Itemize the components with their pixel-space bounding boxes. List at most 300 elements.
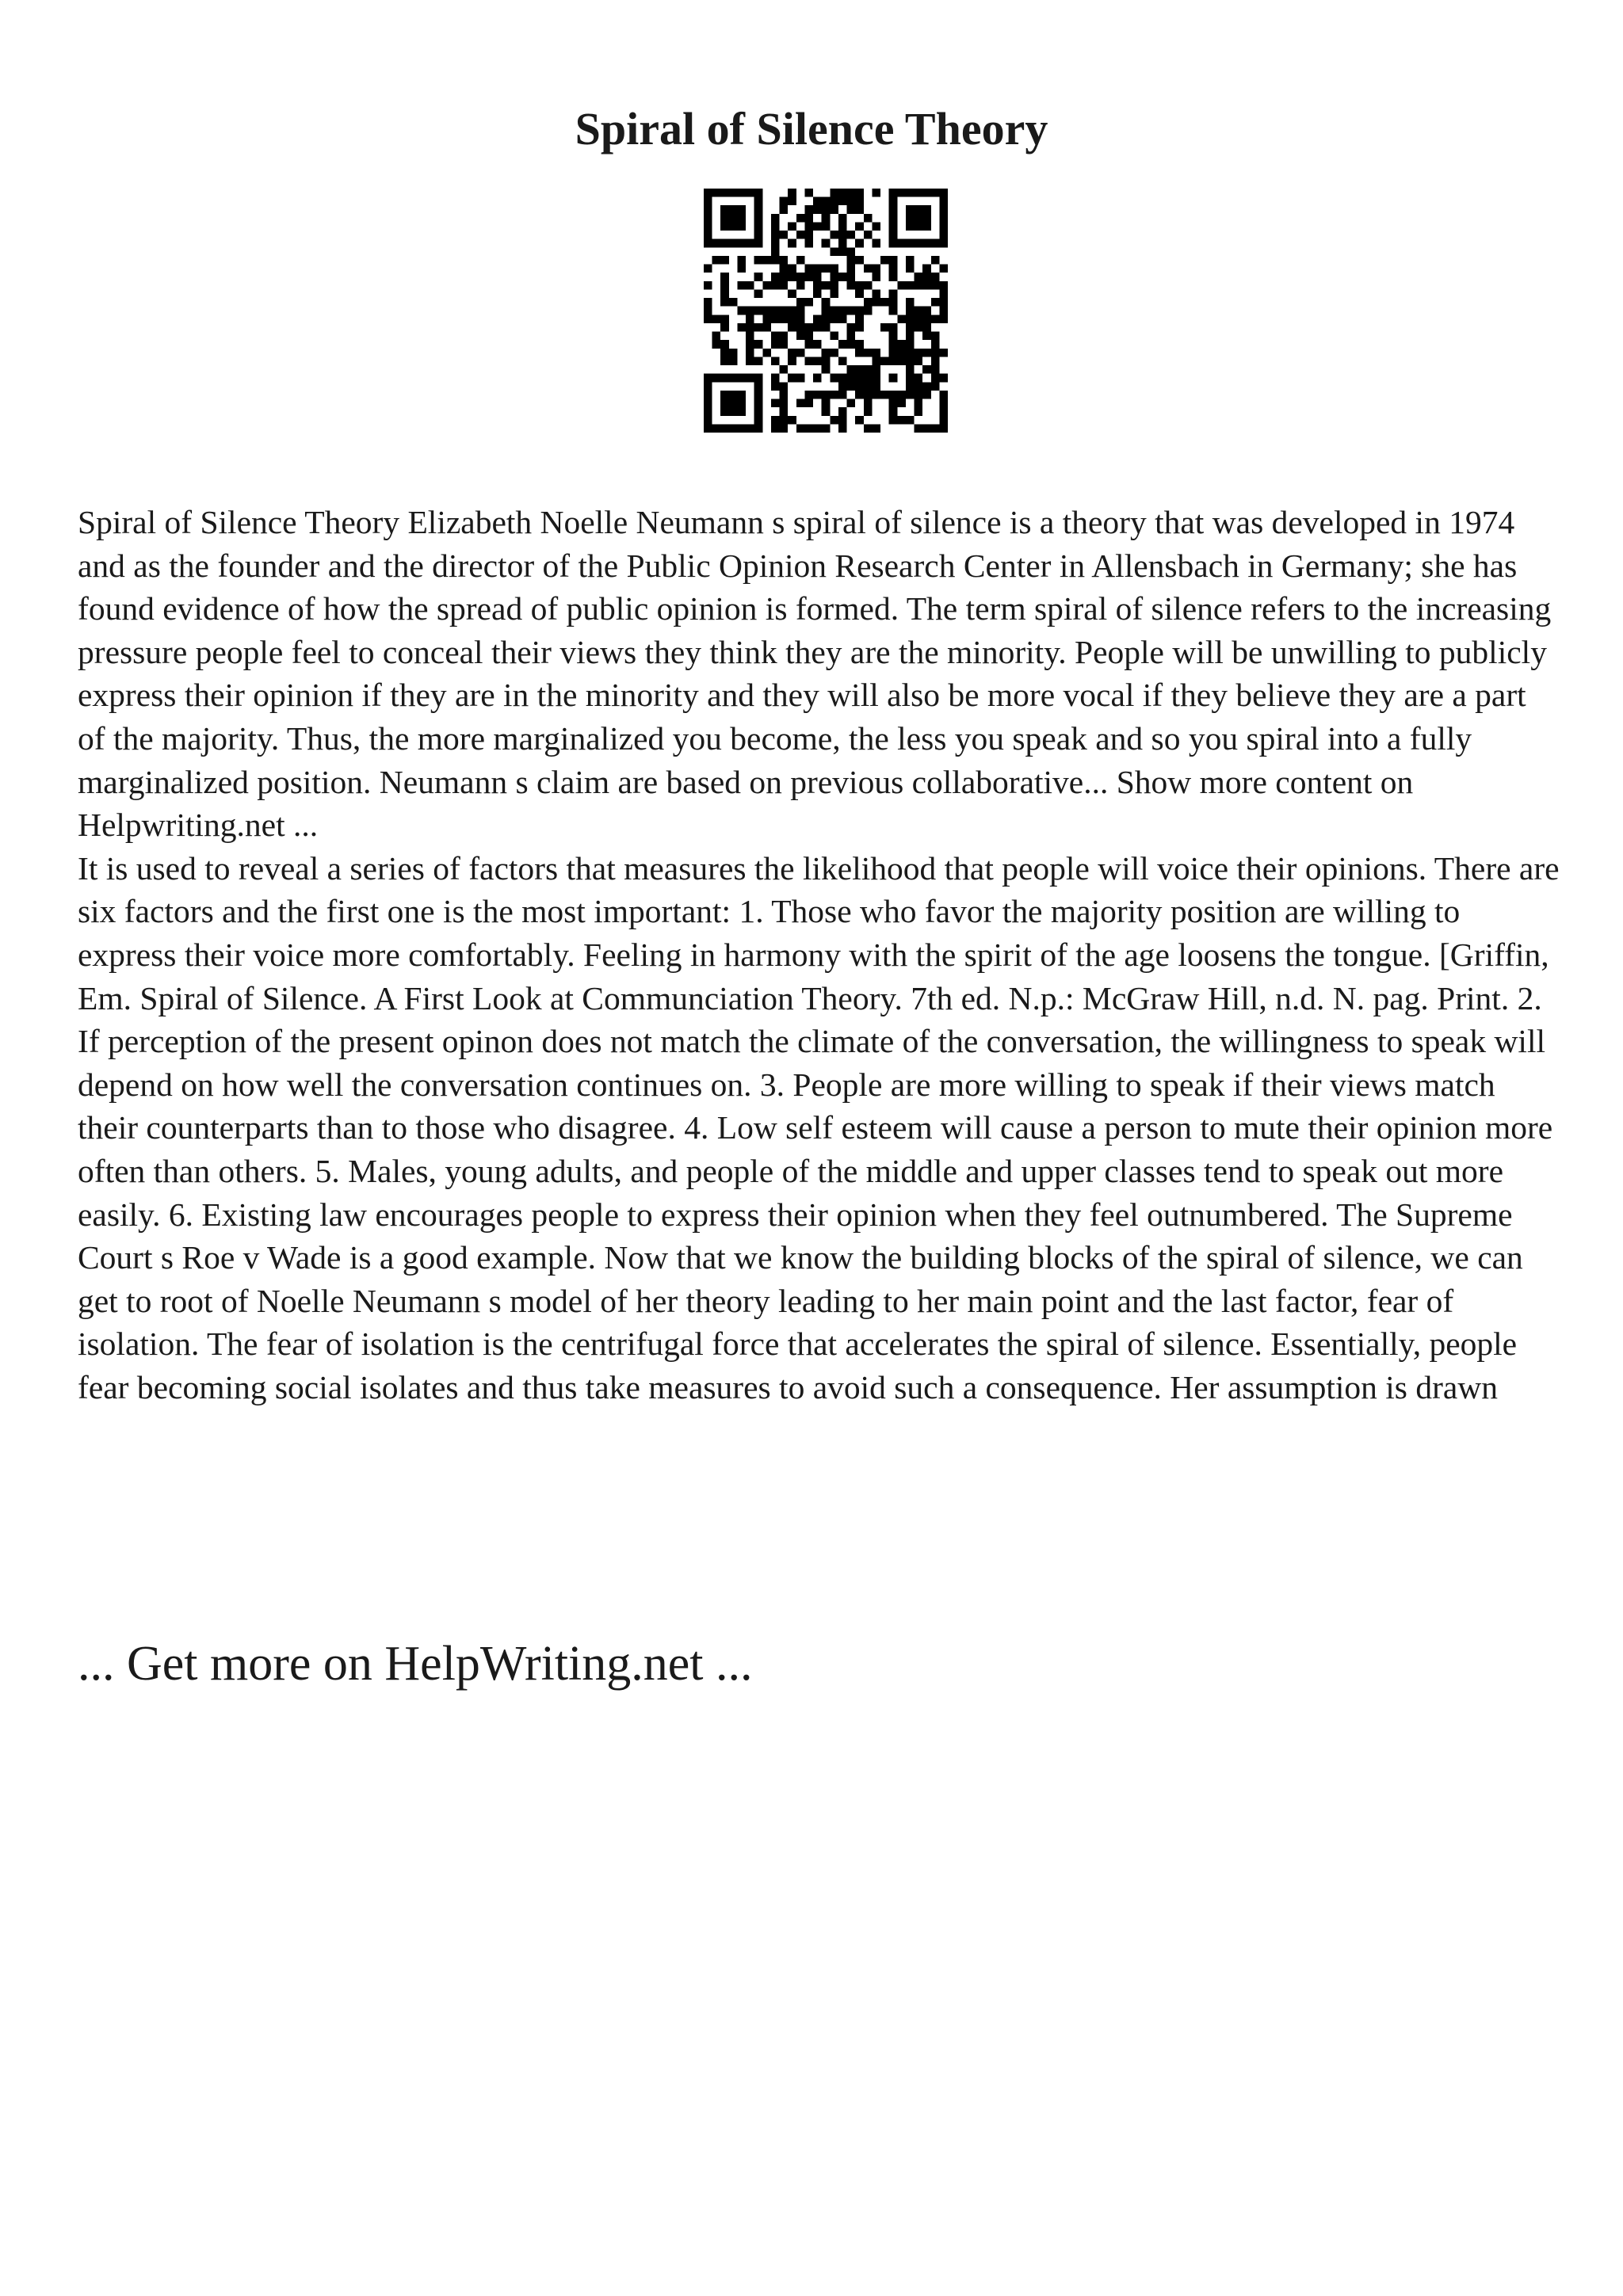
qr-module <box>813 222 822 231</box>
qr-module <box>864 374 873 383</box>
qr-module <box>838 307 847 315</box>
qr-module <box>754 357 763 365</box>
qr-module <box>872 382 880 391</box>
qr-module <box>864 349 873 357</box>
qr-module <box>754 256 763 265</box>
qr-module <box>780 231 789 239</box>
qr-module <box>906 365 915 374</box>
qr-module <box>872 357 880 365</box>
qr-module <box>897 416 906 425</box>
qr-module <box>754 273 763 281</box>
qr-module <box>729 424 738 433</box>
qr-module <box>780 256 789 265</box>
qr-module <box>796 214 805 223</box>
qr-module <box>737 222 746 231</box>
qr-module <box>847 374 856 383</box>
qr-module <box>737 307 746 315</box>
qr-module <box>906 349 915 357</box>
qr-module <box>704 214 712 223</box>
qr-module <box>704 424 712 433</box>
qr-module <box>746 323 754 332</box>
qr-module <box>746 281 754 290</box>
qr-module <box>838 382 847 391</box>
qr-module <box>813 197 822 206</box>
qr-module <box>754 239 763 248</box>
qr-module <box>822 222 831 231</box>
qr-module <box>712 189 721 197</box>
qr-module <box>915 349 923 357</box>
qr-module <box>704 298 712 307</box>
qr-module <box>780 265 789 273</box>
qr-module <box>729 399 738 408</box>
qr-module <box>762 349 771 357</box>
qr-module <box>804 214 813 223</box>
qr-module <box>939 349 948 357</box>
paragraph: It is used to reveal a series of factors that measures the likelihood that people will voice their opinions. There are six factors and the first one is the most important: 1. Those who favor the majority position are willing to express their voice more comfortably. Feeling in harmony with the spirit of the age loosens the tongue. [Griffin, Em. Spiral of Silence. A First Look at Communciation Theory. 7th ed. N.p.: McGraw Hill, n.d. N. pag. Print. 2. If perception of the present opinon does not match the climate of the conversation, the willingness to speak will depend on how well the conversation continues on. 3. People are more willing to speak if their views match their counterparts than to those who disagree. 4. Low self esteem will cause a person to mute their opinion more often than others. 5. Males, young adults, and people of the middle and upper classes tend to speak out more easily. 6. Existing law encourages people to express their opinion when they feel outnumbered. The Supreme Court s Roe v Wade is a good example. Now that we know the building blocks of the spiral of silence, we can get to root of Noelle Neumann s model of her theory leading to her main point and the last factor, fear of isolation. The fear of isolation is the centrifugal force that accelerates the spiral of silence. Essentially, people fear becoming social isolates and thus take measures to avoid such a consequence. Her assumption is drawn <box>78 849 1560 1405</box>
qr-module <box>855 222 864 231</box>
qr-module <box>822 214 831 223</box>
qr-module <box>771 214 780 223</box>
qr-module <box>855 197 864 206</box>
qr-module <box>804 399 813 408</box>
qr-module <box>931 424 940 433</box>
qr-module <box>813 273 822 281</box>
qr-module <box>771 222 780 231</box>
qr-module <box>915 315 923 323</box>
qr-module <box>704 239 712 248</box>
qr-module <box>872 424 880 433</box>
qr-module <box>737 424 746 433</box>
qr-module <box>746 340 754 349</box>
qr-module <box>737 281 746 290</box>
qr-module <box>889 214 898 223</box>
qr-module <box>704 307 712 315</box>
qr-module <box>847 323 856 332</box>
qr-module <box>906 189 915 197</box>
qr-module <box>830 307 838 315</box>
qr-module <box>864 265 873 273</box>
qr-module <box>906 323 915 332</box>
qr-module <box>847 197 856 206</box>
qr-module <box>922 382 931 391</box>
qr-module <box>838 391 847 399</box>
qr-module <box>847 273 856 281</box>
qr-module <box>939 239 948 248</box>
qr-module <box>864 399 873 408</box>
qr-module <box>712 374 721 383</box>
qr-module <box>762 281 771 290</box>
qr-module <box>922 323 931 332</box>
qr-module <box>720 424 729 433</box>
qr-module <box>813 424 822 433</box>
qr-module <box>830 416 838 425</box>
qr-module <box>872 298 880 307</box>
qr-module <box>796 349 805 357</box>
qr-module <box>915 407 923 416</box>
qr-module <box>830 273 838 281</box>
qr-module <box>720 289 729 298</box>
qr-module <box>804 424 813 433</box>
qr-module <box>931 298 940 307</box>
qr-module <box>804 357 813 365</box>
qr-module <box>855 239 864 248</box>
qr-module <box>897 189 906 197</box>
qr-module <box>771 231 780 239</box>
qr-module <box>847 332 856 341</box>
qr-module <box>855 189 864 197</box>
qr-module <box>720 239 729 248</box>
qr-module <box>931 332 940 341</box>
qr-module <box>838 374 847 383</box>
qr-module <box>822 265 831 273</box>
qr-module <box>939 399 948 408</box>
qr-module <box>889 349 898 357</box>
qr-module <box>864 391 873 399</box>
qr-module <box>889 289 898 298</box>
qr-module <box>838 357 847 365</box>
qr-module <box>771 332 780 341</box>
qr-module <box>915 214 923 223</box>
get-more-link[interactable]: ... Get more on HelpWriting.net ... <box>78 1637 753 1691</box>
qr-module <box>847 256 856 265</box>
qr-module <box>754 416 763 425</box>
qr-module <box>737 399 746 408</box>
qr-module <box>830 231 838 239</box>
qr-module <box>906 307 915 315</box>
qr-module <box>788 222 796 231</box>
qr-module <box>897 357 906 365</box>
qr-module <box>704 205 712 214</box>
qr-module <box>720 281 729 290</box>
qr-module <box>872 222 880 231</box>
qr-module <box>737 323 746 332</box>
qr-module <box>889 340 898 349</box>
qr-module <box>804 205 813 214</box>
qr-module <box>771 399 780 408</box>
qr-module <box>804 298 813 307</box>
qr-module <box>746 307 754 315</box>
qr-module <box>754 424 763 433</box>
qr-module <box>939 189 948 197</box>
qr-module <box>780 281 789 290</box>
qr-module <box>712 332 721 341</box>
qr-module <box>822 307 831 315</box>
qr-module <box>813 205 822 214</box>
qr-module <box>704 399 712 408</box>
qr-module <box>813 374 822 383</box>
qr-module <box>872 391 880 399</box>
qr-module <box>822 357 831 365</box>
qr-module <box>813 391 822 399</box>
qr-module <box>922 222 931 231</box>
qr-module <box>754 205 763 214</box>
qr-module <box>771 239 780 248</box>
qr-module <box>780 416 789 425</box>
qr-module <box>762 323 771 332</box>
qr-module <box>788 289 796 298</box>
qr-module <box>729 374 738 383</box>
qr-module <box>754 231 763 239</box>
qr-module <box>771 307 780 315</box>
qr-module <box>788 323 796 332</box>
qr-module <box>729 189 738 197</box>
qr-module <box>729 357 738 365</box>
qr-module <box>939 416 948 425</box>
qr-module <box>704 374 712 383</box>
qr-module <box>804 265 813 273</box>
qr-module <box>813 265 822 273</box>
qr-module <box>822 399 831 408</box>
qr-module <box>780 399 789 408</box>
qr-module <box>754 399 763 408</box>
qr-module <box>804 239 813 248</box>
qr-module <box>746 357 754 365</box>
qr-module <box>830 205 838 214</box>
qr-module <box>771 281 780 290</box>
qr-module <box>804 222 813 231</box>
qr-module <box>746 332 754 341</box>
qr-module <box>838 239 847 248</box>
qr-module <box>922 349 931 357</box>
qr-module <box>939 289 948 298</box>
qr-module <box>822 323 831 332</box>
qr-module <box>830 374 838 383</box>
qr-module <box>915 323 923 332</box>
qr-module <box>864 231 873 239</box>
qr-module <box>746 189 754 197</box>
qr-module <box>830 349 838 357</box>
qr-module <box>855 323 864 332</box>
qr-module <box>780 407 789 416</box>
qr-module <box>889 399 898 408</box>
qr-module <box>889 265 898 273</box>
qr-module <box>788 189 796 197</box>
qr-module <box>704 315 712 323</box>
qr-module <box>915 281 923 290</box>
qr-module <box>915 205 923 214</box>
qr-module <box>915 239 923 248</box>
qr-module <box>889 357 898 365</box>
qr-module <box>939 281 948 290</box>
qr-module <box>737 374 746 383</box>
qr-module <box>889 222 898 231</box>
qr-module <box>720 214 729 223</box>
qr-module <box>922 315 931 323</box>
qr-module <box>830 289 838 298</box>
qr-module <box>720 189 729 197</box>
qr-module <box>729 205 738 214</box>
qr-module <box>838 222 847 231</box>
qr-module <box>720 315 729 323</box>
qr-module <box>931 349 940 357</box>
qr-module <box>939 222 948 231</box>
qr-module <box>864 214 873 223</box>
qr-module <box>754 222 763 231</box>
qr-module <box>855 205 864 214</box>
qr-module <box>838 247 847 256</box>
qr-module <box>788 315 796 323</box>
qr-module <box>906 222 915 231</box>
qr-module <box>796 273 805 281</box>
qr-module <box>931 281 940 290</box>
qr-module <box>712 239 721 248</box>
qr-module <box>771 247 780 256</box>
qr-module <box>906 239 915 248</box>
qr-module <box>704 281 712 290</box>
qr-module <box>915 307 923 315</box>
qr-module <box>915 399 923 408</box>
qr-module <box>780 273 789 281</box>
qr-module <box>897 340 906 349</box>
qr-module <box>880 323 889 332</box>
qr-module <box>754 340 763 349</box>
qr-module <box>704 382 712 391</box>
qr-module <box>830 189 838 197</box>
qr-module <box>788 273 796 281</box>
qr-module <box>754 307 763 315</box>
qr-module <box>906 205 915 214</box>
qr-module <box>906 391 915 399</box>
qr-module <box>754 382 763 391</box>
qr-module <box>771 424 780 433</box>
qr-module <box>754 289 763 298</box>
qr-module <box>931 340 940 349</box>
qr-module <box>754 197 763 206</box>
qr-module <box>720 349 729 357</box>
qr-module <box>897 281 906 290</box>
qr-module <box>788 197 796 206</box>
qr-module <box>847 382 856 391</box>
qr-module <box>864 424 873 433</box>
qr-module <box>822 298 831 307</box>
qr-module <box>712 315 721 323</box>
qr-module <box>915 391 923 399</box>
qr-module <box>720 256 729 265</box>
qr-module <box>855 289 864 298</box>
qr-module <box>872 349 880 357</box>
qr-module <box>762 315 771 323</box>
qr-module <box>939 205 948 214</box>
qr-module <box>804 391 813 399</box>
qr-module <box>855 281 864 290</box>
qr-code-icon[interactable] <box>704 189 948 433</box>
qr-module <box>771 382 780 391</box>
qr-module <box>788 349 796 357</box>
qr-module <box>746 239 754 248</box>
qr-module <box>822 281 831 290</box>
qr-module <box>796 256 805 265</box>
qr-module <box>872 265 880 273</box>
qr-module <box>931 273 940 281</box>
qr-module <box>922 265 931 273</box>
qr-module <box>720 374 729 383</box>
qr-module <box>939 407 948 416</box>
qr-module <box>897 349 906 357</box>
qr-module <box>847 205 856 214</box>
qr-module <box>915 382 923 391</box>
qr-module <box>720 205 729 214</box>
qr-module <box>855 349 864 357</box>
qr-module <box>838 231 847 239</box>
qr-module <box>822 349 831 357</box>
qr-module <box>780 365 789 374</box>
paragraph: Spiral of Silence Theory Elizabeth Noelle Neumann s spiral of silence is a theory that was developed in 1974 and as the founder and the director of the Public Opinion Research Center in Allensbach in Germany; she has found evidence of how the spread of public opinion is formed. The term spiral of silence refers to the increasing pressure people feel to conceal their views they think they are the minority. People will be unwilling to publicly express their opinion if they are in the minority and they will also be more vocal if they believe they are a part of the majority. Thus, the more marginalized you become, the less you speak and so you spiral into a fully marginalized position. Neumann s claim are based on previous collaborative... Show more content on Helpwriting.net ... <box>78 504 1552 844</box>
qr-module <box>889 197 898 206</box>
qr-module <box>915 424 923 433</box>
qr-module <box>922 332 931 341</box>
qr-module <box>897 391 906 399</box>
qr-module <box>922 214 931 223</box>
qr-module <box>813 315 822 323</box>
qr-module <box>720 399 729 408</box>
qr-module <box>906 298 915 307</box>
qr-module <box>838 315 847 323</box>
qr-module <box>737 256 746 265</box>
qr-module <box>855 416 864 425</box>
qr-module <box>780 197 789 206</box>
qr-module <box>704 407 712 416</box>
qr-module <box>864 298 873 307</box>
qr-module <box>931 239 940 248</box>
qr-module <box>889 189 898 197</box>
qr-module <box>939 231 948 239</box>
qr-module <box>712 256 721 265</box>
qr-module <box>788 307 796 315</box>
qr-module <box>704 189 712 197</box>
qr-module <box>746 349 754 357</box>
qr-module <box>922 239 931 248</box>
qr-module <box>922 189 931 197</box>
qr-module <box>889 256 898 265</box>
qr-module <box>822 197 831 206</box>
qr-module <box>864 382 873 391</box>
qr-module <box>729 349 738 357</box>
qr-module <box>729 298 738 307</box>
qr-module <box>830 247 838 256</box>
qr-module <box>897 239 906 248</box>
qr-module <box>864 307 873 315</box>
qr-module <box>712 424 721 433</box>
qr-module <box>737 407 746 416</box>
qr-module <box>906 332 915 341</box>
qr-module <box>939 424 948 433</box>
qr-module <box>771 340 780 349</box>
qr-module <box>720 340 729 349</box>
qr-module <box>737 239 746 248</box>
qr-module <box>771 256 780 265</box>
qr-module <box>796 315 805 323</box>
qr-module <box>906 315 915 323</box>
qr-module <box>813 357 822 365</box>
qr-module <box>906 357 915 365</box>
qr-module <box>847 399 856 408</box>
qr-module <box>788 416 796 425</box>
qr-module <box>754 374 763 383</box>
qr-module <box>855 391 864 399</box>
qr-module <box>906 256 915 265</box>
qr-module <box>822 407 831 416</box>
qr-module <box>855 374 864 383</box>
qr-module <box>880 256 889 265</box>
qr-module <box>931 365 940 374</box>
qr-module <box>889 307 898 315</box>
qr-module <box>880 391 889 399</box>
qr-module <box>931 256 940 265</box>
qr-module <box>922 424 931 433</box>
qr-module <box>822 205 831 214</box>
qr-module <box>780 332 789 341</box>
qr-module <box>796 307 805 315</box>
